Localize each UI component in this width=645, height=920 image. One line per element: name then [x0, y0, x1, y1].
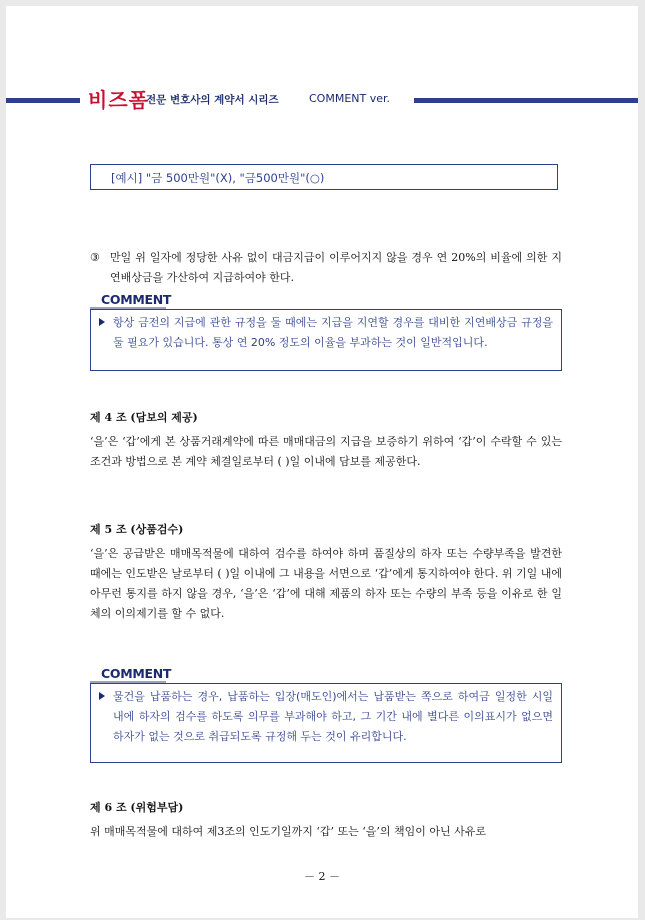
- comment-label: COMMENT: [101, 292, 172, 307]
- article-text: 위 매매목적물에 대하여 제3조의 인도기일까지 ‘갑’ 또는 ‘을’의 책임이 아닌 사유로: [90, 825, 486, 838]
- document-page: [6, 6, 638, 918]
- article-text: ‘을’은 공급받은 매매목적물에 대하여 검수를 하여야 하며 품질상의 하자 또는 수량부족을 발견한 때에는 인도받은 날로부터 ( )일 이내에 그 내용을 서면으로 ‘갑’에게 통지하여야 한다. 위 기일 내에 아무런 통지를 하지 않을 경우, ‘을’은 ‘갑’에 대해 제품의 하자 또는 수량의 부족 등을 이유로 한 일체의 이의제기를 할 수 없다.: [90, 547, 562, 620]
- article-title: 제 4 조 (담보의 제공): [90, 411, 198, 424]
- header-bar-right: [414, 98, 638, 103]
- article-title: 제 6 조 (위험부담): [90, 801, 184, 814]
- triangle-bullet-icon: [99, 318, 105, 326]
- header-bar-left: [6, 98, 80, 103]
- article-title: 제 5 조 (상품검수): [90, 523, 184, 536]
- page-number: － 2 －: [304, 870, 340, 883]
- comment-text: 항상 금전의 지급에 관한 규정을 둘 때에는 지급을 지연할 경우를 대비한 지연배상금 규정을 둘 필요가 있습니다. 통상 연 20% 정도의 이율을 부과하는 것이 일반적입니다.: [113, 316, 553, 349]
- page-header: [6, 84, 638, 114]
- example-box: [예시] "금 500만원"(X), "금500만원"(○): [90, 164, 558, 190]
- item-number: ③: [90, 251, 100, 264]
- comment-text: 물건을 납품하는 경우, 납품하는 입장(매도인)에서는 납품받는 쪽으로 하여금 일정한 시일 내에 하자의 검수를 하도록 의무를 부과해야 하고, 그 기간 내에 별다른 이의표시가 없으면 하자가 없는 것으로 취급되도록 규정해 두는 것이 유리합니다.: [113, 690, 553, 743]
- brand-logo: 비즈폼: [88, 88, 149, 112]
- series-title: 전문 변호사의 계약서 시리즈: [146, 94, 279, 106]
- comment-box: [90, 309, 562, 371]
- triangle-bullet-icon: [99, 692, 105, 700]
- comment-label: COMMENT: [101, 666, 172, 681]
- comment-box: [90, 683, 562, 763]
- series-version: COMMENT ver.: [309, 92, 391, 105]
- article-text: ‘을’은 ‘갑’에게 본 상품거래계약에 따른 매매대금의 지급을 보증하기 위하여 ‘갑’이 수락할 수 있는 조건과 방법으로 본 계약 체결일로부터 ( )일 이내에 담보를 제공한다.: [90, 435, 562, 468]
- item-text: 만일 위 일자에 정당한 사유 없이 대금지급이 이루어지지 않을 경우 연 20%의 비율에 의한 지연배상금을 가산하여 지급하여야 한다.: [110, 251, 562, 284]
